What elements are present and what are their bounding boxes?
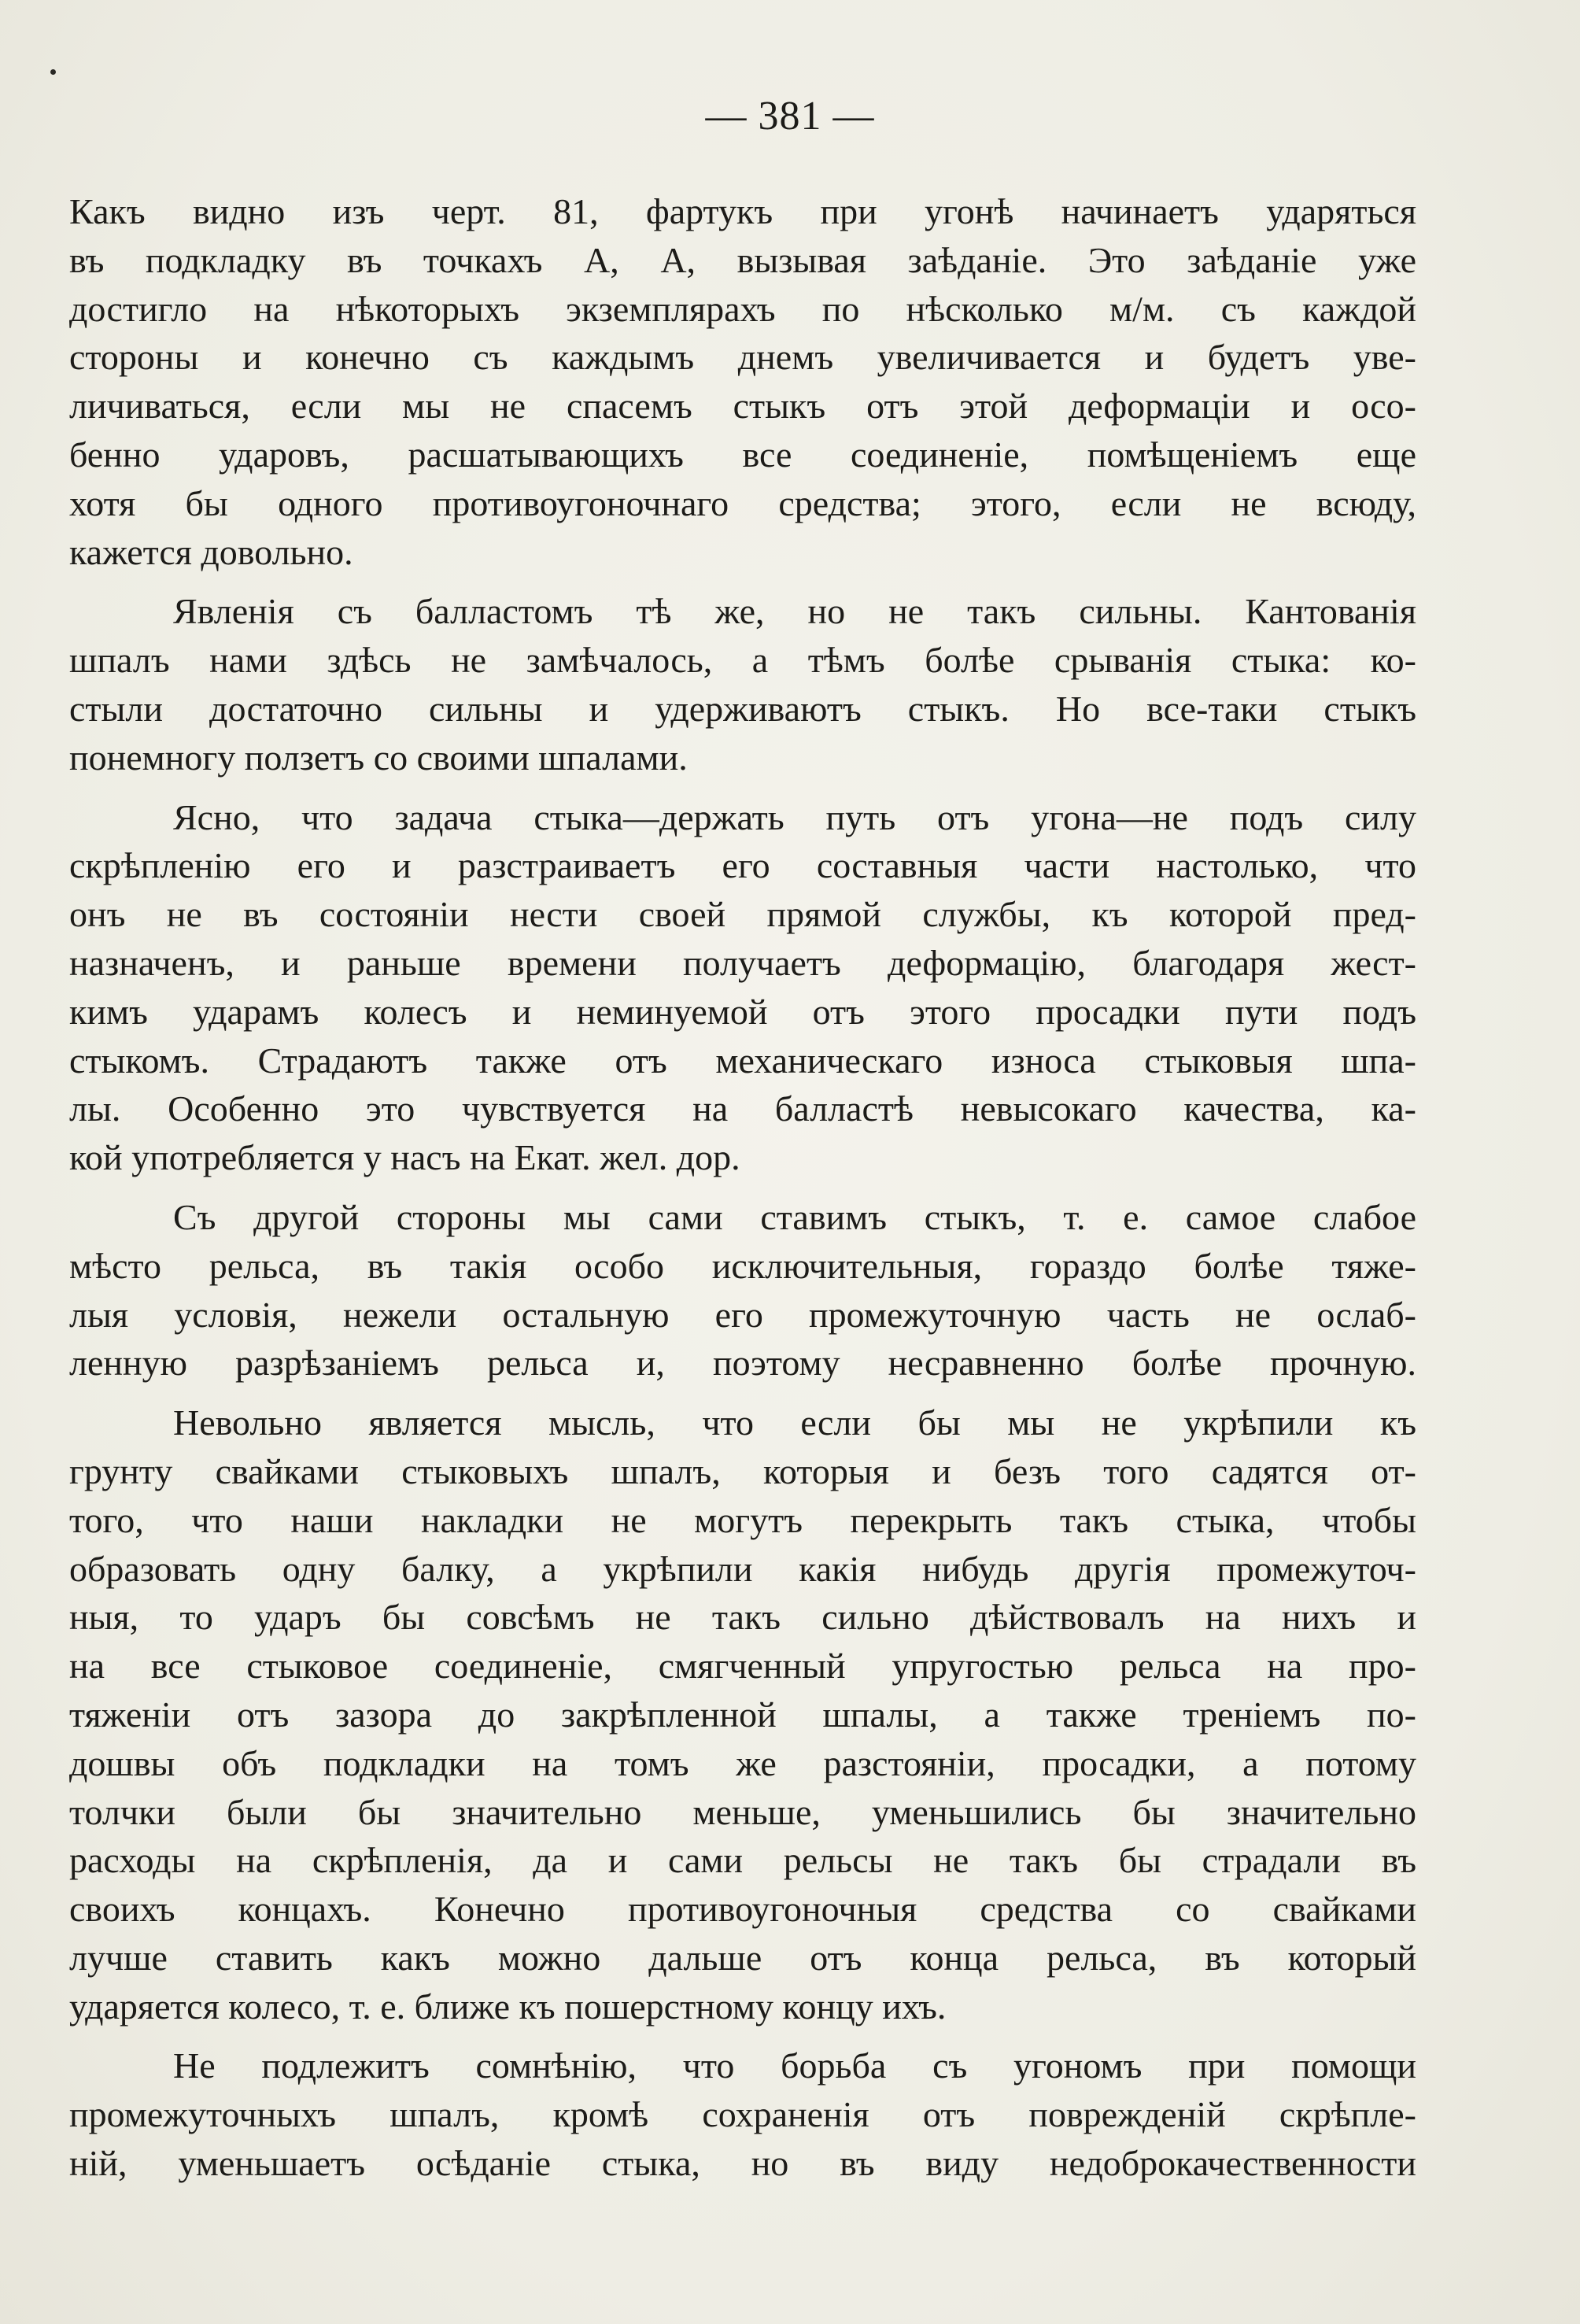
text-line: Съ другой стороны мы сами ставимъ стыкъ, т. е. самое слабое <box>173 1196 1416 1237</box>
text-line: кимъ ударамъ колесъ и неминуемой отъ этого просадки пути подъ <box>69 991 1416 1032</box>
text-line: ударяется колесо, т. е. ближе къ пошерстному концу ихъ. <box>69 1986 947 2027</box>
paragraph-1 <box>69 187 1416 576</box>
text-line: понемногу ползетъ со своими шпалами. <box>69 737 688 778</box>
text-line: дошвы объ подкладки на томъ же разстояніи, просадки, а потому <box>69 1742 1416 1783</box>
text-line: въ подкладку въ точкахъ А, А, вызывая заѣданіе. Это заѣданіе уже <box>69 239 1416 280</box>
text-line: достигло на нѣкоторыхъ экземплярахъ по нѣсколько м/м. съ каждой <box>69 288 1416 329</box>
text-line: ній, уменьшаетъ осѣданіе стыка, но въ виду недоброкачественности <box>69 2143 1416 2184</box>
text-line: кой употребляется у насъ на Екат. жел. дор. <box>69 1137 740 1178</box>
ink-speck <box>50 69 56 75</box>
paragraph-4 <box>69 1193 1416 1387</box>
body-text <box>69 187 1416 2188</box>
text-line: скрѣпленію его и разстраиваетъ его составныя части настолько, что <box>69 845 1416 886</box>
text-line: Явленія съ балластомъ тѣ же, но не такъ сильны. Кантованія <box>173 591 1416 632</box>
paragraph-5 <box>69 1398 1416 2030</box>
text-line: тяженіи отъ зазора до закрѣпленной шпалы, а также треніемъ по- <box>69 1694 1416 1735</box>
text-line: грунту свайками стыковыхъ шпалъ, которыя и безъ того садятся от- <box>69 1450 1416 1491</box>
text-line: ныя, то ударъ бы совсѣмъ не такъ сильно дѣйствовалъ на нихъ и <box>69 1597 1416 1638</box>
text-line: лыя условія, нежели остальную его промежуточную часть не ослаб- <box>69 1294 1416 1335</box>
text-line: бенно ударовъ, расшатывающихъ все соединеніе, помѣщеніемъ еще <box>69 434 1416 475</box>
text-line: Какъ видно изъ черт. 81, фартукъ при угонѣ начинаетъ ударяться <box>69 191 1416 231</box>
text-line: образовать одну балку, а укрѣпили какія нибудь другія промежуточ- <box>69 1548 1416 1589</box>
text-line: мѣсто рельса, въ такія особо исключительныя, гораздо болѣе тяже- <box>69 1245 1416 1286</box>
text-line: того, что наши накладки не могутъ перекрыть такъ стыка, чтобы <box>69 1499 1416 1540</box>
text-line: стороны и конечно съ каждымъ днемъ увеличивается и будетъ уве- <box>69 337 1416 378</box>
text-line: Невольно является мысль, что если бы мы не укрѣпили къ <box>173 1402 1416 1443</box>
text-line: кажется довольно. <box>69 531 353 572</box>
text-line: ленную разрѣзаніемъ рельса и, поэтому несравненно болѣе прочную. <box>69 1343 1416 1384</box>
text-line: назначенъ, и раньше времени получаетъ деформацію, благодаря жест- <box>69 942 1416 983</box>
text-line: толчки были бы значительно меньше, уменьшились бы значительно <box>69 1791 1416 1832</box>
text-line: шпалъ нами здѣсь не замѣчалось, а тѣмъ болѣе срыванія стыка: ко- <box>69 640 1416 681</box>
text-line: на все стыковое соединеніе, смягченный упругостью рельса на про- <box>69 1646 1416 1687</box>
text-line: расходы на скрѣпленія, да и сами рельсы не такъ бы страдали въ <box>69 1840 1416 1881</box>
text-line: лы. Особенно это чувствуется на балластѣ невысокаго качества, ка- <box>69 1088 1416 1129</box>
text-line: личиваться, если мы не спасемъ стыкъ отъ этой деформаціи и осо- <box>69 386 1416 427</box>
paragraph-6 <box>69 2041 1416 2187</box>
text-line: Ясно, что задача стыка—держать путь отъ угона—не подъ силу <box>173 796 1416 837</box>
text-line: промежуточныхъ шпалъ, кромѣ сохраненія отъ поврежденій скрѣпле- <box>69 2094 1416 2135</box>
text-line: Не подлежитъ сомнѣнію, что борьба съ угономъ при помощи <box>173 2045 1416 2086</box>
paragraph-2 <box>69 587 1416 781</box>
text-line: стыли достаточно сильны и удерживаютъ стыкъ. Но все-таки стыкъ <box>69 688 1416 729</box>
text-line: стыкомъ. Страдаютъ также отъ механическаго износа стыковыя шпа- <box>69 1040 1416 1081</box>
text-line: лучше ставить какъ можно дальше отъ конца рельса, въ который <box>69 1937 1416 1978</box>
text-line: своихъ концахъ. Конечно противоугоночныя средства со свайками <box>69 1889 1416 1930</box>
paragraph-3 <box>69 793 1416 1182</box>
page-number: — 381 — <box>705 94 875 139</box>
text-line: хотя бы одного противоугоночнаго средства; этого, если не всюду, <box>69 482 1416 523</box>
text-line: онъ не въ состояніи нести своей прямой службы, къ которой пред- <box>69 894 1416 935</box>
